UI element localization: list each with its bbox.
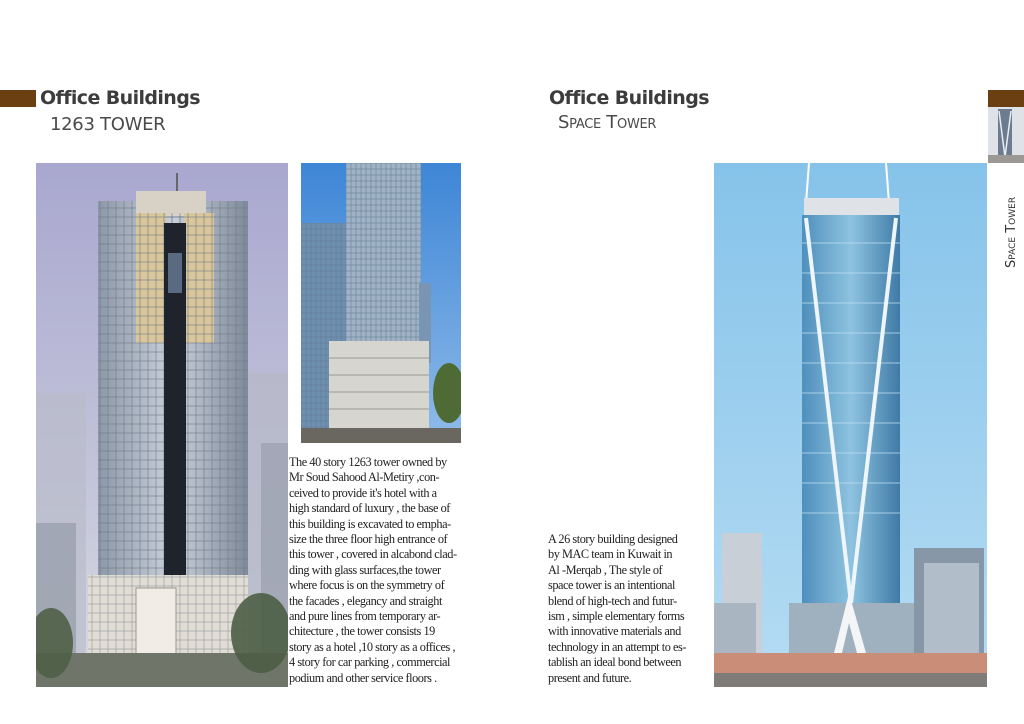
space-tower-rendering <box>714 163 987 687</box>
left-tower-name: 1263 TOWER <box>50 114 166 135</box>
tower-1263-description: The 40 story 1263 tower owned by Mr Soud Sahood Al-Metiry ,con- ceived to provide it's hotel with a high standard of luxury , the base of this building is excavated to empha- size the three floor high entrance of this tower , covered in alcabond clad- ding with glass surfaces,the tower where focus is on the symmetry of the facades , elegancy and straight and pure lines from temporary ar- chitecture , the tower consists 19 story as a hotel ,10 story as a offices , 4 story for car parking , commercial podium and other service floors . <box>289 455 457 685</box>
side-tab-label: Space Tower <box>1004 196 1019 268</box>
left-section-title: Office Buildings <box>40 87 200 109</box>
left-accent-bar <box>0 90 36 107</box>
right-section-title: Office Buildings <box>549 87 709 109</box>
tower-1263-rendering <box>36 163 288 687</box>
right-tower-name: Space Tower <box>558 112 657 133</box>
space-tower-thumbnail <box>988 107 1024 163</box>
space-tower-description: A 26 story building designed by MAC team in Kuwait in Al -Merqab , The style of space tower is an intentional blend of high-tech and futur- ism , simple elementary forms with innovative materials and technology in an attempt to es- tablish an ideal bond between present and future. <box>548 532 687 685</box>
tower-1263-construction-photo <box>301 163 461 443</box>
right-accent-bar <box>988 90 1024 107</box>
